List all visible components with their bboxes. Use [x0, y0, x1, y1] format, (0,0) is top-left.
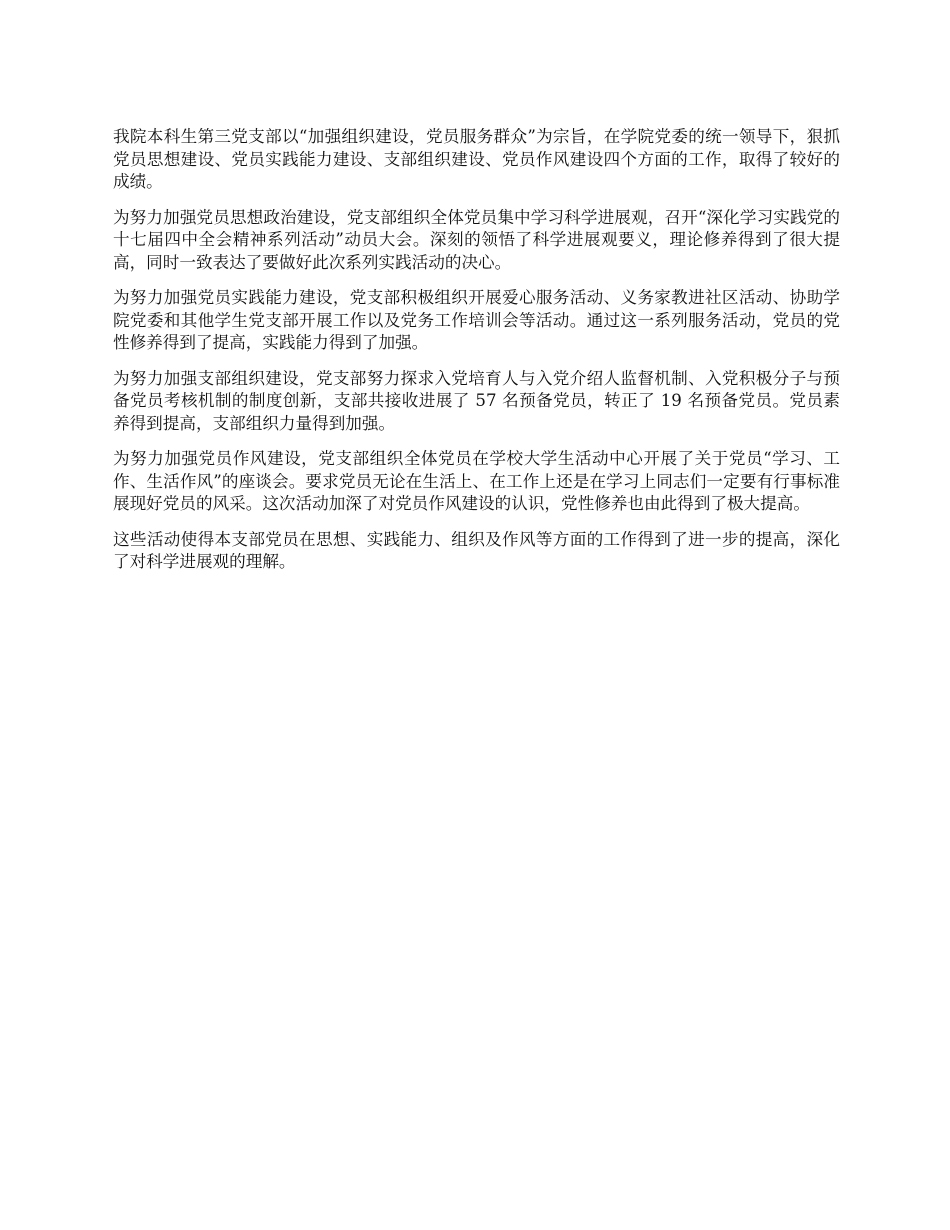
paragraph-4: 为努力加强支部组织建设，党支部努力探求入党培育人与入党介绍人监督机制、入党积极分子与预备党员考核机制的制度创新，支部共接收进展了 57 名预备党员，转正了 19 名预备党员。党员素养得到提高，支部组织力量得到加强。: [113, 368, 840, 433]
paragraph-5: 为努力加强党员作风建设，党支部组织全体党员在学校大学生活动中心开展了关于党员“学习、工作、生活作风”的座谈会。要求党员无论在生活上、在工作上还是在学习上同志们一定要有行事标准展现好党员的风采。这次活动加深了对党员作风建设的认识，党性修养也由此得到了极大提高。: [113, 449, 840, 513]
paragraph-2: 为努力加强党员思想政治建设，党支部组织全体党员集中学习科学进展观，召开“深化学习实践党的十七届四中全会精神系列活动”动员大会。深刻的领悟了科学进展观要义，理论修养得到了很大提高，同时一致表达了要做好此次系列实践活动的决心。: [113, 207, 840, 272]
paragraph-3: 为努力加强党员实践能力建设，党支部积极组织开展爱心服务活动、义务家教进社区活动、协助学院党委和其他学生党支部开展工作以及党务工作培训会等活动。通过这一系列服务活动，党员的党性修养得到了提高，实践能力得到了加强。: [113, 288, 840, 352]
document-body: [113, 126, 840, 574]
paragraph-6: 这些活动使得本支部党员在思想、实践能力、组织及作风等方面的工作得到了进一步的提高，深化了对科学进展观的理解。: [113, 529, 840, 571]
paragraph-1: 我院本科生第三党支部以“加强组织建设，党员服务群众”为宗旨，在学院党委的统一领导下，狠抓党员思想建设、党员实践能力建设、支部组织建设、党员作风建设四个方面的工作，取得了较好的成绩。: [113, 127, 840, 191]
